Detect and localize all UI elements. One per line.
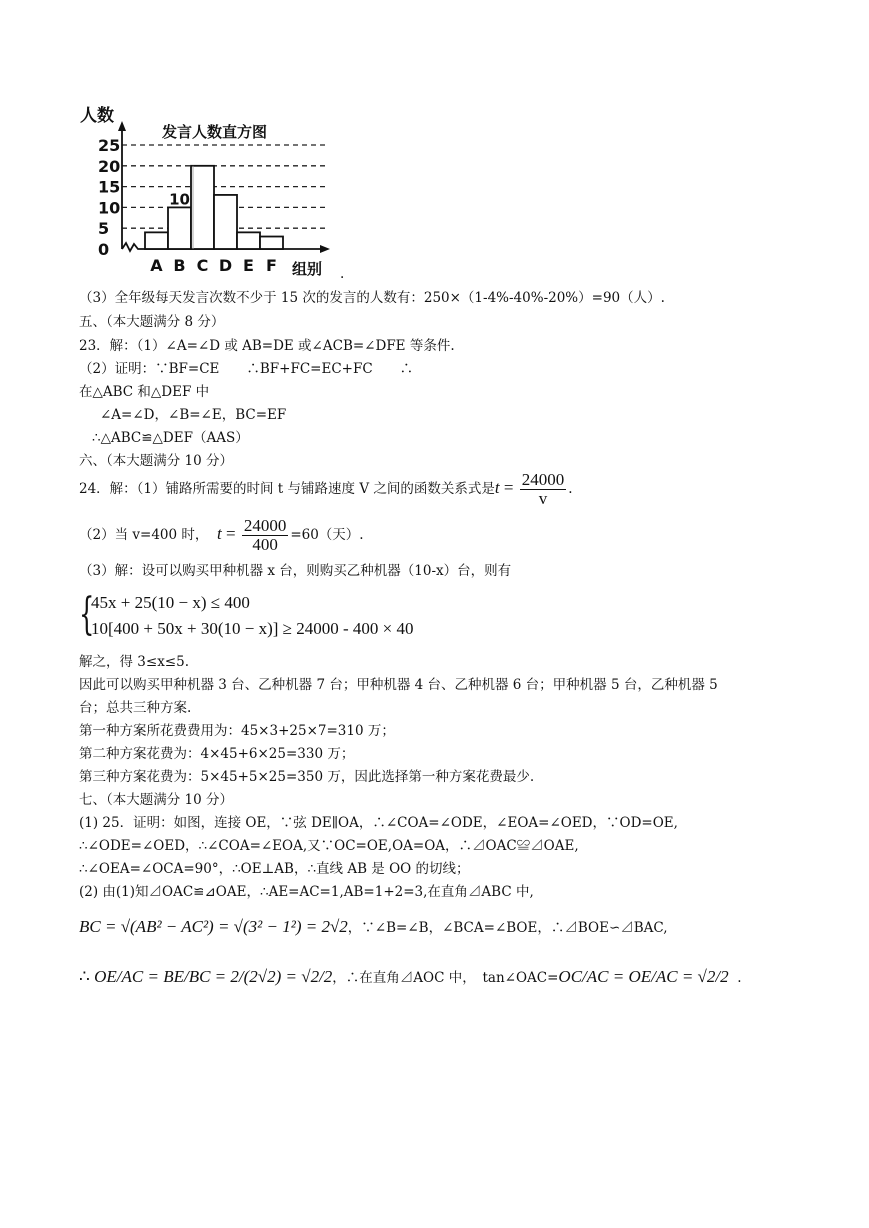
q24-part2-fraction [242, 517, 289, 554]
section-seven-heading: 七、（本大题满分 10 分） [79, 792, 234, 808]
section-five-heading: 五、（本大题满分 8 分） [79, 314, 225, 330]
data-label: 10 [169, 190, 190, 209]
x-axis-arrow [320, 245, 330, 253]
y-axis-label: 人数 [80, 106, 114, 126]
q24-part2-end: =60（天）. [290, 527, 364, 543]
q24-options-2: 台；总共三种方案. [79, 700, 192, 716]
chart-title: 发言人数直方图 [162, 123, 268, 141]
q24-plan-3: 第三种方案花费为：5×45+5×25=350 万，因此选择第一种方案花费最少. [79, 769, 535, 785]
inequality-1: 45x + 25(10 − x) ≤ 400 [91, 593, 250, 612]
inequality-2: 10[400 + 50x + 30(10 − x)] ≥ 24000 - 400 × 40 [91, 619, 414, 638]
bc-equation: BC = √(AB² − AC²) = √(3² − 1²) = 2√2 [79, 917, 348, 936]
ratio-line-text: ，∴在直角⊿AOC 中， tan∠OAC= [332, 970, 559, 986]
q23-part1: 23．解：（1）∠A=∠D 或 AB=DE 或∠ACB=∠DFE 等条件. [79, 338, 455, 354]
chart-trailing-dot: . [340, 266, 345, 282]
q25-line-3: ∴∠OEA=∠OCA=90°，∴OE⊥AB，∴直线 AB 是 OO 的切线； [79, 861, 470, 877]
histogram-chart [78, 103, 348, 281]
y-tick-label: 5 [98, 219, 110, 239]
ratio-line-end: . [737, 970, 742, 986]
q25-ratio-line [79, 962, 741, 993]
bar-F [260, 237, 283, 249]
y-tick-label: 0 [98, 240, 110, 259]
q24-part2-denominator: 400 [252, 535, 278, 554]
q24-plan-1: 第一种方案所花费费用为：45×3+25×7=310 万； [79, 723, 395, 739]
q24-part1-text: 24．解：（1）铺路所需要的时间 t 与铺路速度 V 之间的函数关系式是 [79, 481, 495, 497]
line-q3-answer: （3）全年级每天发言次数不少于 15 次的发言的人数有：250×（1-4%-40%-20%）=90（人）. [79, 290, 665, 306]
y-tick-label: 20 [98, 156, 121, 176]
y-axis-arrow [118, 121, 126, 131]
histogram-svg [78, 103, 348, 281]
y-tick-label: 10 [98, 198, 121, 218]
q23-conditions: ∠A=∠D，∠B=∠E，BC=EF [100, 407, 287, 423]
q24-options-1: 因此可以购买甲种机器 3 台、乙种机器 7 台；甲种机器 4 台、乙种机器 6 台；甲种机器 5 台，乙种机器 5 [79, 677, 718, 693]
q24-part1-denominator: v [538, 489, 548, 508]
ratio-equation: OE/AC = BE/BC = 2/(2√2) = √2/2 [94, 967, 333, 986]
bar-D [214, 195, 237, 249]
x-axis-label: 组别 [292, 260, 323, 278]
q24-part2: （2）当 v=400 时， t = $\frac{24000}{400}$ =60（天）. [79, 516, 364, 554]
q24-plan-2: 第二种方案花费为：4×45+6×25=330 万； [79, 746, 355, 762]
q25-bc-line [79, 915, 668, 940]
bar-E [237, 232, 260, 249]
q23-triangles: 在△ABC 和△DEF 中 [79, 384, 210, 400]
x-tick-label: F [266, 256, 277, 275]
q24-part2-t: t [216, 524, 222, 543]
q25-line-1: (1) 25．证明：如图，连接 OE，∵弦 DE∥OA，∴∠COA=∠ODE，∠EOA=∠OED，∵OD=OE, [79, 815, 678, 831]
tan-equation: OC/AC = OE/AC = √2/2 [558, 967, 729, 986]
q24-part2-text: （2）当 v=400 时， [79, 527, 209, 543]
q23-part2: （2）证明：∵BF=CE ∴BF+FC=EC+FC ∴ [79, 361, 414, 377]
q24-part2-numerator: 24000 [243, 516, 287, 535]
q25-line-2: ∴∠ODE=∠OED，∴∠COA=∠EOA,又∵OC=OE,OA=OA，∴⊿OAC≌⊿OAE, [79, 838, 579, 854]
x-tick-label: D [218, 256, 233, 275]
q24-part1-t: t [494, 478, 500, 497]
therefore-symbol: ∴ [79, 967, 90, 986]
section-six-heading: 六、（本大题满分 10 分） [79, 453, 234, 469]
q23-conclusion: ∴△ABC≌△DEF（AAS） [92, 430, 249, 446]
bar-B [168, 207, 191, 249]
q24-part1: 24．解：（1）铺路所需要的时间 t 与铺路速度 V 之间的函数关系式是t = $\frac{24000}{v}$ . [79, 470, 573, 508]
x-tick-label: B [173, 256, 186, 275]
x-tick-label: C [196, 256, 209, 275]
bar-C [191, 166, 214, 249]
y-tick-label: 25 [98, 136, 121, 155]
q24-part3: （3）解：设可以购买甲种机器 x 台，则购买乙种机器（10-x）台，则有 [79, 563, 512, 579]
q24-part1-numerator: 24000 [521, 470, 565, 489]
system-brace: { [79, 589, 95, 640]
x-tick-label: A [150, 256, 163, 275]
bar-A [145, 232, 168, 249]
x-tick-label: E [243, 256, 254, 275]
q24-solution: 解之，得 3≤x≤5. [79, 654, 189, 670]
q25-line-4: (2) 由(1)知⊿OAC≌⊿OAE，∴AE=AC=1,AB=1+2=3,在直角⊿ABC 中, [79, 884, 534, 900]
bc-line-text: ，∵∠B=∠B，∠BCA=∠BOE，∴⊿BOE∽⊿BAC, [347, 920, 668, 936]
q24-part1-end: . [568, 481, 573, 497]
q24-part1-fraction [520, 471, 567, 508]
y-tick-label: 15 [98, 177, 121, 197]
